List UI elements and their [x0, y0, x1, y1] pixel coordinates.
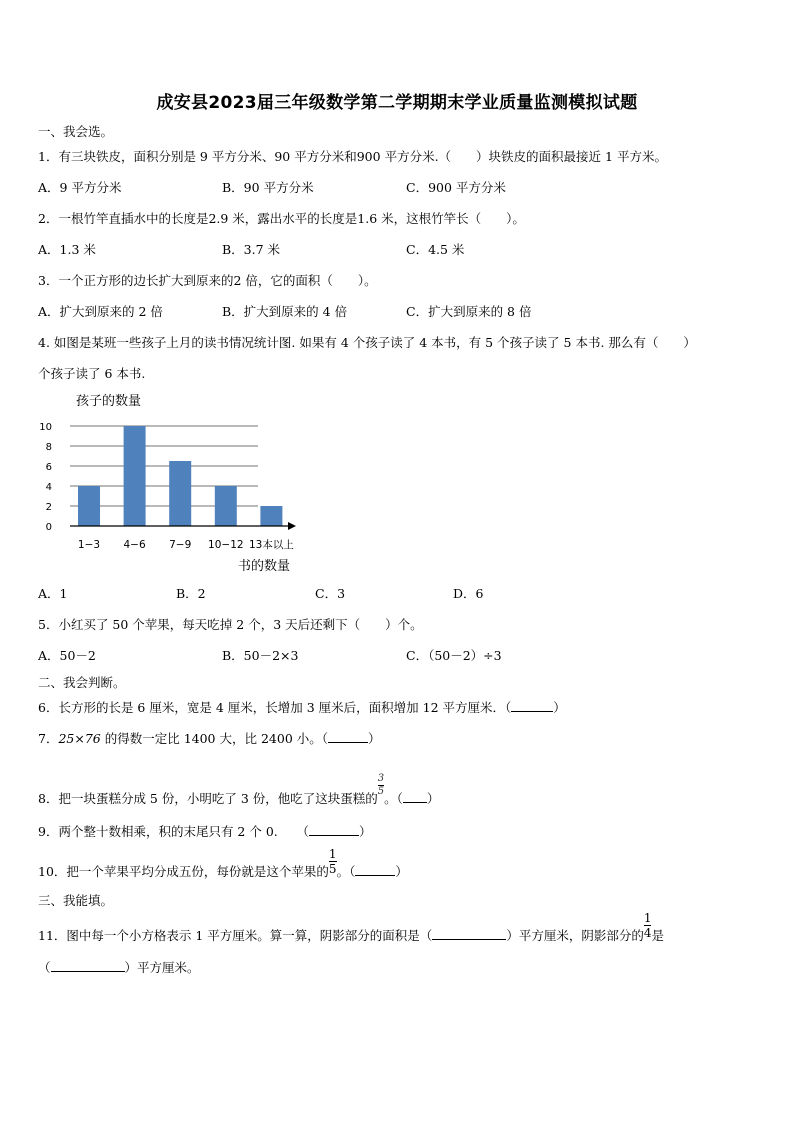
answer-blank[interactable] — [355, 864, 395, 876]
reading-bar-chart — [30, 386, 310, 578]
question-11-mid: ）平方厘米，阴影部分的 — [506, 928, 644, 943]
question-2: 2．一根竹竿直插水中的长度是2.9 米，露出水平的长度是1.6 米，这根竹竿长（ ）。 — [38, 211, 525, 226]
question-8-close: ） — [426, 791, 440, 806]
question-7-expression: 25×76 — [58, 731, 101, 746]
question-8 — [38, 772, 440, 806]
x-tick-label: 13本以上 — [248, 539, 294, 551]
question-11-line-1 — [38, 911, 664, 943]
question-9 — [38, 822, 372, 840]
option-c: C．4.5 米 — [406, 242, 465, 257]
question-6-text: 6．长方形的长是 6 厘米，宽是 4 厘米，长增加 3 厘米后，面积增加 12 平方厘米．（ — [38, 700, 512, 715]
question-8-tail: 。（ — [384, 791, 403, 806]
y-tick-label: 4 — [45, 482, 52, 493]
question-6-close: ） — [553, 700, 566, 715]
answer-blank[interactable] — [403, 791, 427, 803]
option-a: A．50－2 — [38, 648, 96, 663]
x-axis-arrow-icon — [288, 522, 296, 530]
question-7 — [38, 729, 381, 747]
question-9-text: 9．两个整十数相乘，积的末尾只有 2 个 0. （ — [38, 824, 310, 839]
answer-blank-area[interactable] — [432, 928, 506, 940]
section-heading-fill: 三、我能填。 — [38, 893, 114, 908]
option-a: A．扩大到原来的 2 倍 — [38, 304, 163, 319]
option-c: C．（50－2）÷3 — [406, 648, 502, 663]
answer-blank[interactable] — [328, 731, 368, 743]
question-10-fraction — [329, 848, 337, 875]
y-tick-label: 6 — [45, 462, 52, 473]
option-b: B．50－2×3 — [222, 648, 299, 663]
question-7-number: 7． — [38, 731, 59, 746]
question-10-text: 10．把一个苹果平均分成五份，每份就是这个苹果的 — [38, 864, 329, 879]
page-title: 成安县2023届三年级数学第二学期期末学业质量监测模拟试题 — [156, 93, 638, 113]
question-11-open: （ — [38, 960, 51, 975]
question-11-tail: 是 — [651, 928, 664, 943]
bar — [215, 486, 237, 526]
y-tick-label: 0 — [45, 522, 52, 533]
x-axis-label: 书的数量 — [238, 559, 291, 574]
option-a: A．9 平方分米 — [38, 180, 122, 195]
question-7-close: ） — [368, 731, 381, 746]
option-a: A．1.3 米 — [38, 242, 96, 257]
answer-blank[interactable] — [309, 824, 359, 836]
option-c: C．900 平方分米 — [406, 180, 506, 195]
question-9-close: ） — [359, 824, 372, 839]
x-tick-label: 7−9 — [169, 539, 192, 551]
option-c: C．3 — [315, 586, 346, 601]
option-b: B．扩大到原来的 4 倍 — [222, 304, 348, 319]
y-tick-label: 2 — [45, 502, 52, 513]
question-10 — [38, 847, 408, 879]
bar — [260, 506, 282, 526]
option-b: B．3.7 米 — [222, 242, 281, 257]
question-10-close: ） — [395, 864, 408, 879]
option-c: C．扩大到原来的 8 倍 — [406, 304, 532, 319]
y-tick-label: 10 — [39, 422, 52, 433]
y-tick-label: 8 — [45, 442, 52, 453]
section-heading-choice: 一、我会选。 — [38, 124, 114, 139]
fraction-numerator: 1 — [328, 847, 337, 861]
question-11-line-2 — [38, 958, 200, 976]
question-1: 1．有三块铁皮，面积分别是 9 平方分米、90 平方分米和900 平方分米.（ ）块铁皮的面积最接近 1 平方米。 — [38, 149, 667, 164]
fraction-numerator: 3 — [377, 773, 385, 784]
x-tick-label: 4−6 — [123, 539, 146, 551]
bar — [169, 461, 191, 526]
question-3: 3．一个正方形的边长扩大到原来的2 倍，它的面积（ ）。 — [38, 273, 377, 288]
option-a: A．1 — [38, 586, 68, 601]
option-b: B．2 — [176, 586, 206, 601]
section-heading-judge: 二、我会判断。 — [38, 675, 126, 690]
question-10-tail: 。（ — [336, 864, 356, 879]
x-tick-label: 1−3 — [77, 539, 101, 551]
bar — [124, 426, 146, 526]
question-7-text: 的得数一定比 1400 大，比 2400 小。（ — [100, 731, 328, 746]
question-6 — [38, 698, 566, 716]
question-11-text: 11．图中每一个小方格表示 1 平方厘米。算一算，阴影部分的面积是（ — [38, 928, 433, 943]
y-axis-label: 孩子的数量 — [76, 394, 142, 409]
fraction-denominator: 5 — [328, 862, 337, 876]
question-4-line-2: 个孩子读了 6 本书. — [38, 366, 146, 381]
fraction-denominator: 5 — [377, 786, 385, 797]
fraction-denominator: 4 — [643, 926, 652, 940]
question-11-end: ）平方厘米。 — [124, 960, 200, 975]
option-b: B．90 平方分米 — [222, 180, 314, 195]
bar — [78, 486, 100, 526]
answer-blank-quarter[interactable] — [51, 960, 125, 972]
question-5: 5．小红买了 50 个苹果，每天吃掉 2 个，3 天后还剩下（ ）个。 — [38, 617, 423, 632]
x-tick-label: 10−12 — [208, 539, 244, 551]
answer-blank[interactable] — [511, 700, 553, 712]
question-8-text: 8．把一块蛋糕分成 5 份，小明吃了 3 份，他吃了这块蛋糕的 — [38, 791, 378, 806]
option-d: D．6 — [453, 586, 484, 601]
fraction-numerator: 1 — [643, 911, 652, 925]
question-4-line-1: 4. 如图是某班一些孩子上月的读书情况统计图. 如果有 4 个孩子读了 4 本书，有 5 个孩子读了 5 本书. 那么有（ ） — [38, 335, 696, 350]
